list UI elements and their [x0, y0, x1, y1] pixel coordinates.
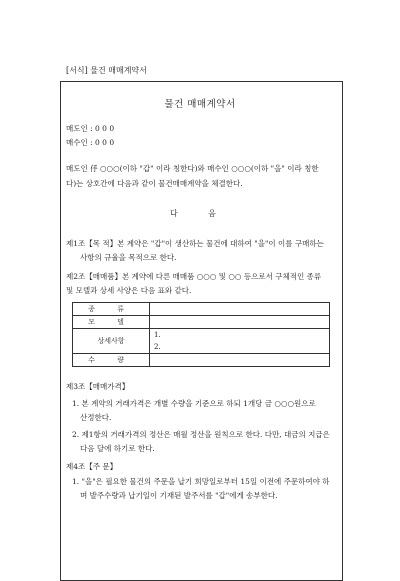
table-row [73, 316, 330, 329]
preamble-line-2: 다)는 상호간에 다음과 같이 물건매매계약을 체결한다. [66, 179, 243, 188]
article3-item-2a: 2. 제1항의 거래가격의 정산은 매월 정산을 원칙으로 한다. 다만, 대금의 지급은 [72, 430, 330, 439]
table-header-details: 상세사항 [73, 329, 150, 354]
table-cell-quantity [150, 354, 330, 367]
table-cell-type [150, 303, 330, 316]
table-cell-model [150, 316, 330, 329]
article4-item-1a: 1. "을"은 필요한 물건의 주문을 납기 희망일로부터 15일 이전에 주문하여야 하 [72, 477, 330, 486]
article3-item-1b: 산정한다. [80, 413, 112, 422]
article4-title: 제4조【주 문】 [66, 462, 118, 471]
table-header-type: 종 류 [73, 303, 150, 316]
spec-table [72, 302, 330, 367]
article3-item-1a: 1. 본 계약의 거래가격은 개별 수량을 기준으로 하되 1개당 금 ○○○원으로 [72, 399, 316, 408]
table-row [73, 354, 330, 367]
buyer-line: 매수인 : 0 0 0 [66, 138, 115, 147]
contract-title: 물건 매매계약서 [164, 99, 236, 110]
article2-line-1: 제2조【매매품】본 계약에 다른 매매품 ○○○ 및 ○○ 등으로서 구체적인 종류 [66, 272, 322, 281]
table-cell-details: 1. 2. [150, 329, 330, 354]
form-label: [서식] 물건 매매계약서 [66, 66, 147, 75]
table-row [73, 303, 330, 316]
seller-line: 매도인 : 0 0 0 [66, 124, 115, 133]
table-header-model: 모 델 [73, 316, 150, 329]
preamble-line-1: 매도인 㐿 ○○○(이하 "갑" 이라 칭한다)와 매수인 ○○○(이하 "을" 이라 칭한 [66, 164, 319, 173]
heading-next: 다 음 [170, 209, 230, 218]
article3-title: 제3조【매매가격】 [66, 382, 130, 391]
article2-line-2: 및 모델과 상세 사양은 다음 표와 같다. [66, 286, 192, 295]
article4-item-1b: 며 발주수량과 납기일이 기재된 발주서를 "갑"에게 송부한다. [80, 491, 278, 500]
article1-line-2: 사항의 규율을 목적으로 한다. [80, 253, 177, 262]
article3-item-2b: 다음 달에 하기로 한다. [80, 444, 155, 453]
article1-line-1: 제1조【목 적】본 계약은 "갑"이 생산하는 물건에 대하여 "을"이 이를 구매하는 [66, 239, 324, 248]
table-row [73, 329, 330, 354]
table-header-quantity: 수 량 [73, 354, 150, 367]
